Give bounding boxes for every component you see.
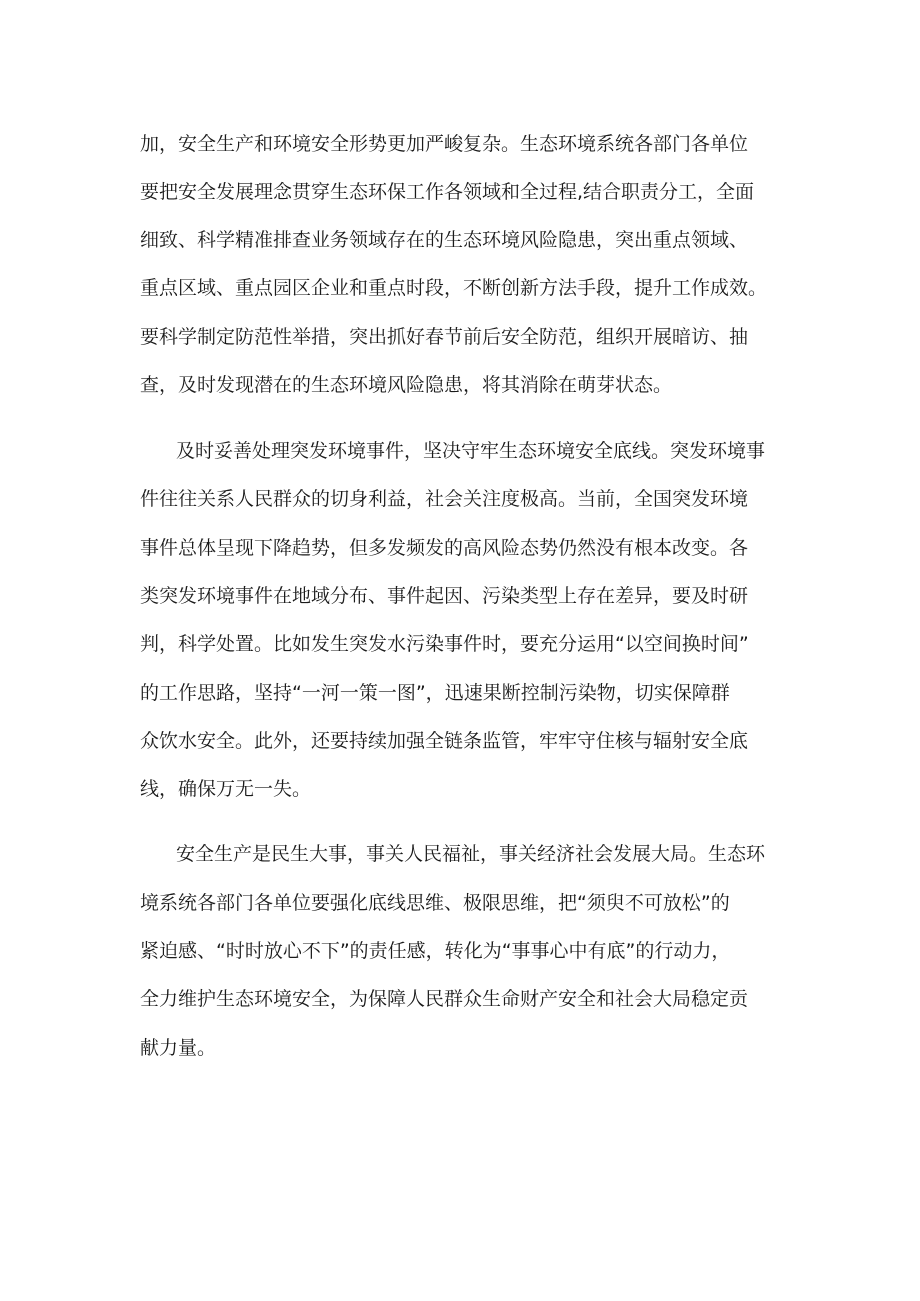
paragraph-line: 事件总体呈现下降趋势，但多发频发的高风险态势仍然没有根本改变。各	[140, 537, 749, 559]
paragraph-line: 件往往关系人民群众的切身利益，社会关注度极高。当前，全国突发环境	[140, 488, 749, 510]
paragraph-line: 要把安全发展理念贯穿生态环保工作各领域和全过程,结合职责分工，全面	[140, 181, 755, 203]
paragraph-line: 类突发环境事件在地域分布、事件起因、污染类型上存在差异，要及时研	[140, 585, 749, 607]
paragraph-line: 安全生产是民生大事，事关人民福祉，事关经济社会发展大局。生态环	[176, 843, 766, 865]
paragraph-line: 细致、科学精准排查业务领域存在的生态环境风险隐患，突出重点领域、	[140, 229, 749, 251]
paragraph-line: 献力量。	[140, 1037, 217, 1059]
paragraph-line: 全力维护生态环境安全，为保障人民群众生命财产安全和社会大局稳定贡	[140, 988, 749, 1010]
paragraph-line: 要科学制定防范性举措，突出抓好春节前后安全防范，组织开展暗访、抽	[140, 326, 749, 348]
paragraph-line: 线，确保万无一失。	[140, 778, 312, 800]
paragraph-line: 判，科学处置。比如发生突发水污染事件时，要充分运用“以空间换时间”	[140, 633, 749, 655]
paragraph-line: 查，及时发现潜在的生态环境风险隐患，将其消除在萌芽状态。	[140, 374, 673, 396]
paragraph-line: 众饮水安全。此外，还要持续加强全链条监管，牢牢守住核与辐射安全底	[140, 730, 749, 752]
paragraph-line: 紧迫感、“时时放心不下”的责任感，转化为“事事心中有底”的行动力，	[140, 940, 731, 962]
paragraph-line: 及时妥善处理突发环境事件，坚决守牢生态环境安全底线。突发环境事	[176, 440, 766, 462]
paragraph-line: 境系统各部门各单位要强化底线思维、极限思维，把“须臾不可放松”的	[140, 892, 730, 914]
paragraph-line: 重点区域、重点园区企业和重点时段，不断创新方法手段，提升工作成效。	[140, 277, 768, 299]
paragraph-line: 的工作思路，坚持“一河一策一图”，迅速果断控制污染物，切实保障群	[140, 682, 730, 704]
paragraph-line: 加，安全生产和环境安全形势更加严峻复杂。生态环境系统各部门各单位	[140, 133, 749, 155]
